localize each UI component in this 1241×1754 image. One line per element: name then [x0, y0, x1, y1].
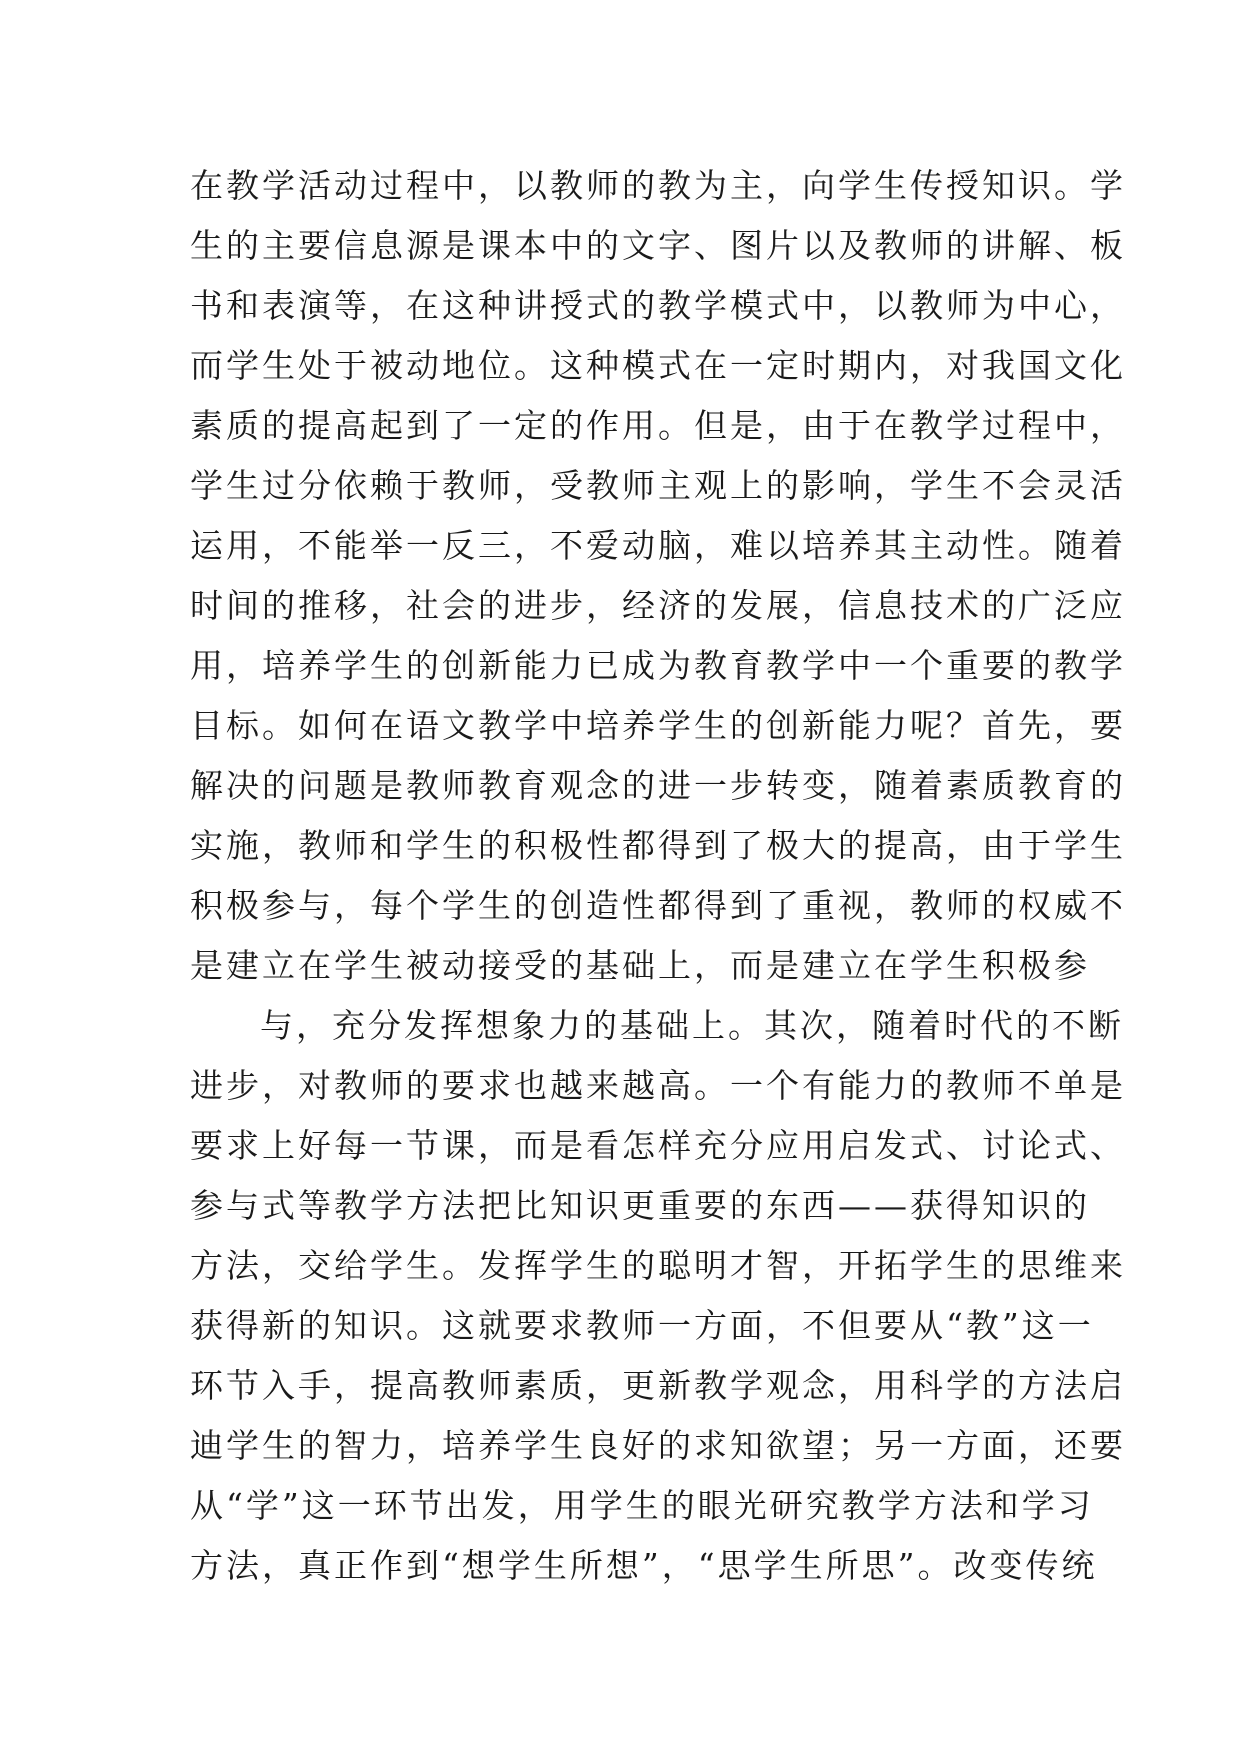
text-line: 环节入手，提高教师素质，更新教学观念，用科学的方法启 [190, 1366, 1126, 1405]
text-line: 进步，对教师的要求也越来越高。一个有能力的教师不单是 [190, 1066, 1126, 1105]
text-line: 积极参与，每个学生的创造性都得到了重视，教师的权威不 [190, 886, 1126, 925]
text-line: 时间的推移，社会的进步，经济的发展，信息技术的广泛应 [190, 586, 1126, 625]
text-line: 是建立在学生被动接受的基础上，而是建立在学生积极参 [190, 946, 1090, 985]
text-line: 而学生处于被动地位。这种模式在一定时期内，对我国文化 [190, 346, 1126, 385]
text-line: 参与式等教学方法把比知识更重要的东西——获得知识的 [190, 1186, 1090, 1225]
text-line: 生的主要信息源是课本中的文字、图片以及教师的讲解、板 [190, 226, 1126, 265]
text-line: 学生过分依赖于教师，受教师主观上的影响，学生不会灵活 [190, 466, 1126, 505]
text-line: 运用，不能举一反三，不爱动脑，难以培养其主动性。随着 [190, 526, 1126, 565]
text-line: 解决的问题是教师教育观念的进一步转变，随着素质教育的 [190, 766, 1126, 805]
text-line: 方法，真正作到“想学生所想”，“思学生所思”。改变传统 [190, 1546, 1098, 1585]
text-line: 获得新的知识。这就要求教师一方面，不但要从“教”这一 [190, 1306, 1094, 1345]
text-line-indented: 与，充分发挥想象力的基础上。其次，随着时代的不断 [260, 1006, 1124, 1045]
text-line: 目标。如何在语文教学中培养学生的创新能力呢？首先，要 [190, 706, 1126, 745]
text-line: 从“学”这一环节出发，用学生的眼光研究教学方法和学习 [190, 1486, 1094, 1525]
text-line: 方法，交给学生。发挥学生的聪明才智，开拓学生的思维来 [190, 1246, 1126, 1285]
text-line: 用，培养学生的创新能力已成为教育教学中一个重要的教学 [190, 646, 1126, 685]
text-line: 在教学活动过程中，以教师的教为主，向学生传授知识。学 [190, 166, 1126, 205]
text-line: 迪学生的智力，培养学生良好的求知欲望；另一方面，还要 [190, 1426, 1126, 1465]
text-line: 书和表演等，在这种讲授式的教学模式中，以教师为中心， [190, 286, 1126, 325]
body-text [190, 156, 1126, 1596]
text-line: 要求上好每一节课，而是看怎样充分应用启发式、讨论式、 [190, 1126, 1126, 1165]
text-line: 素质的提高起到了一定的作用。但是，由于在教学过程中， [190, 406, 1126, 445]
text-line: 实施，教师和学生的积极性都得到了极大的提高，由于学生 [190, 826, 1126, 865]
